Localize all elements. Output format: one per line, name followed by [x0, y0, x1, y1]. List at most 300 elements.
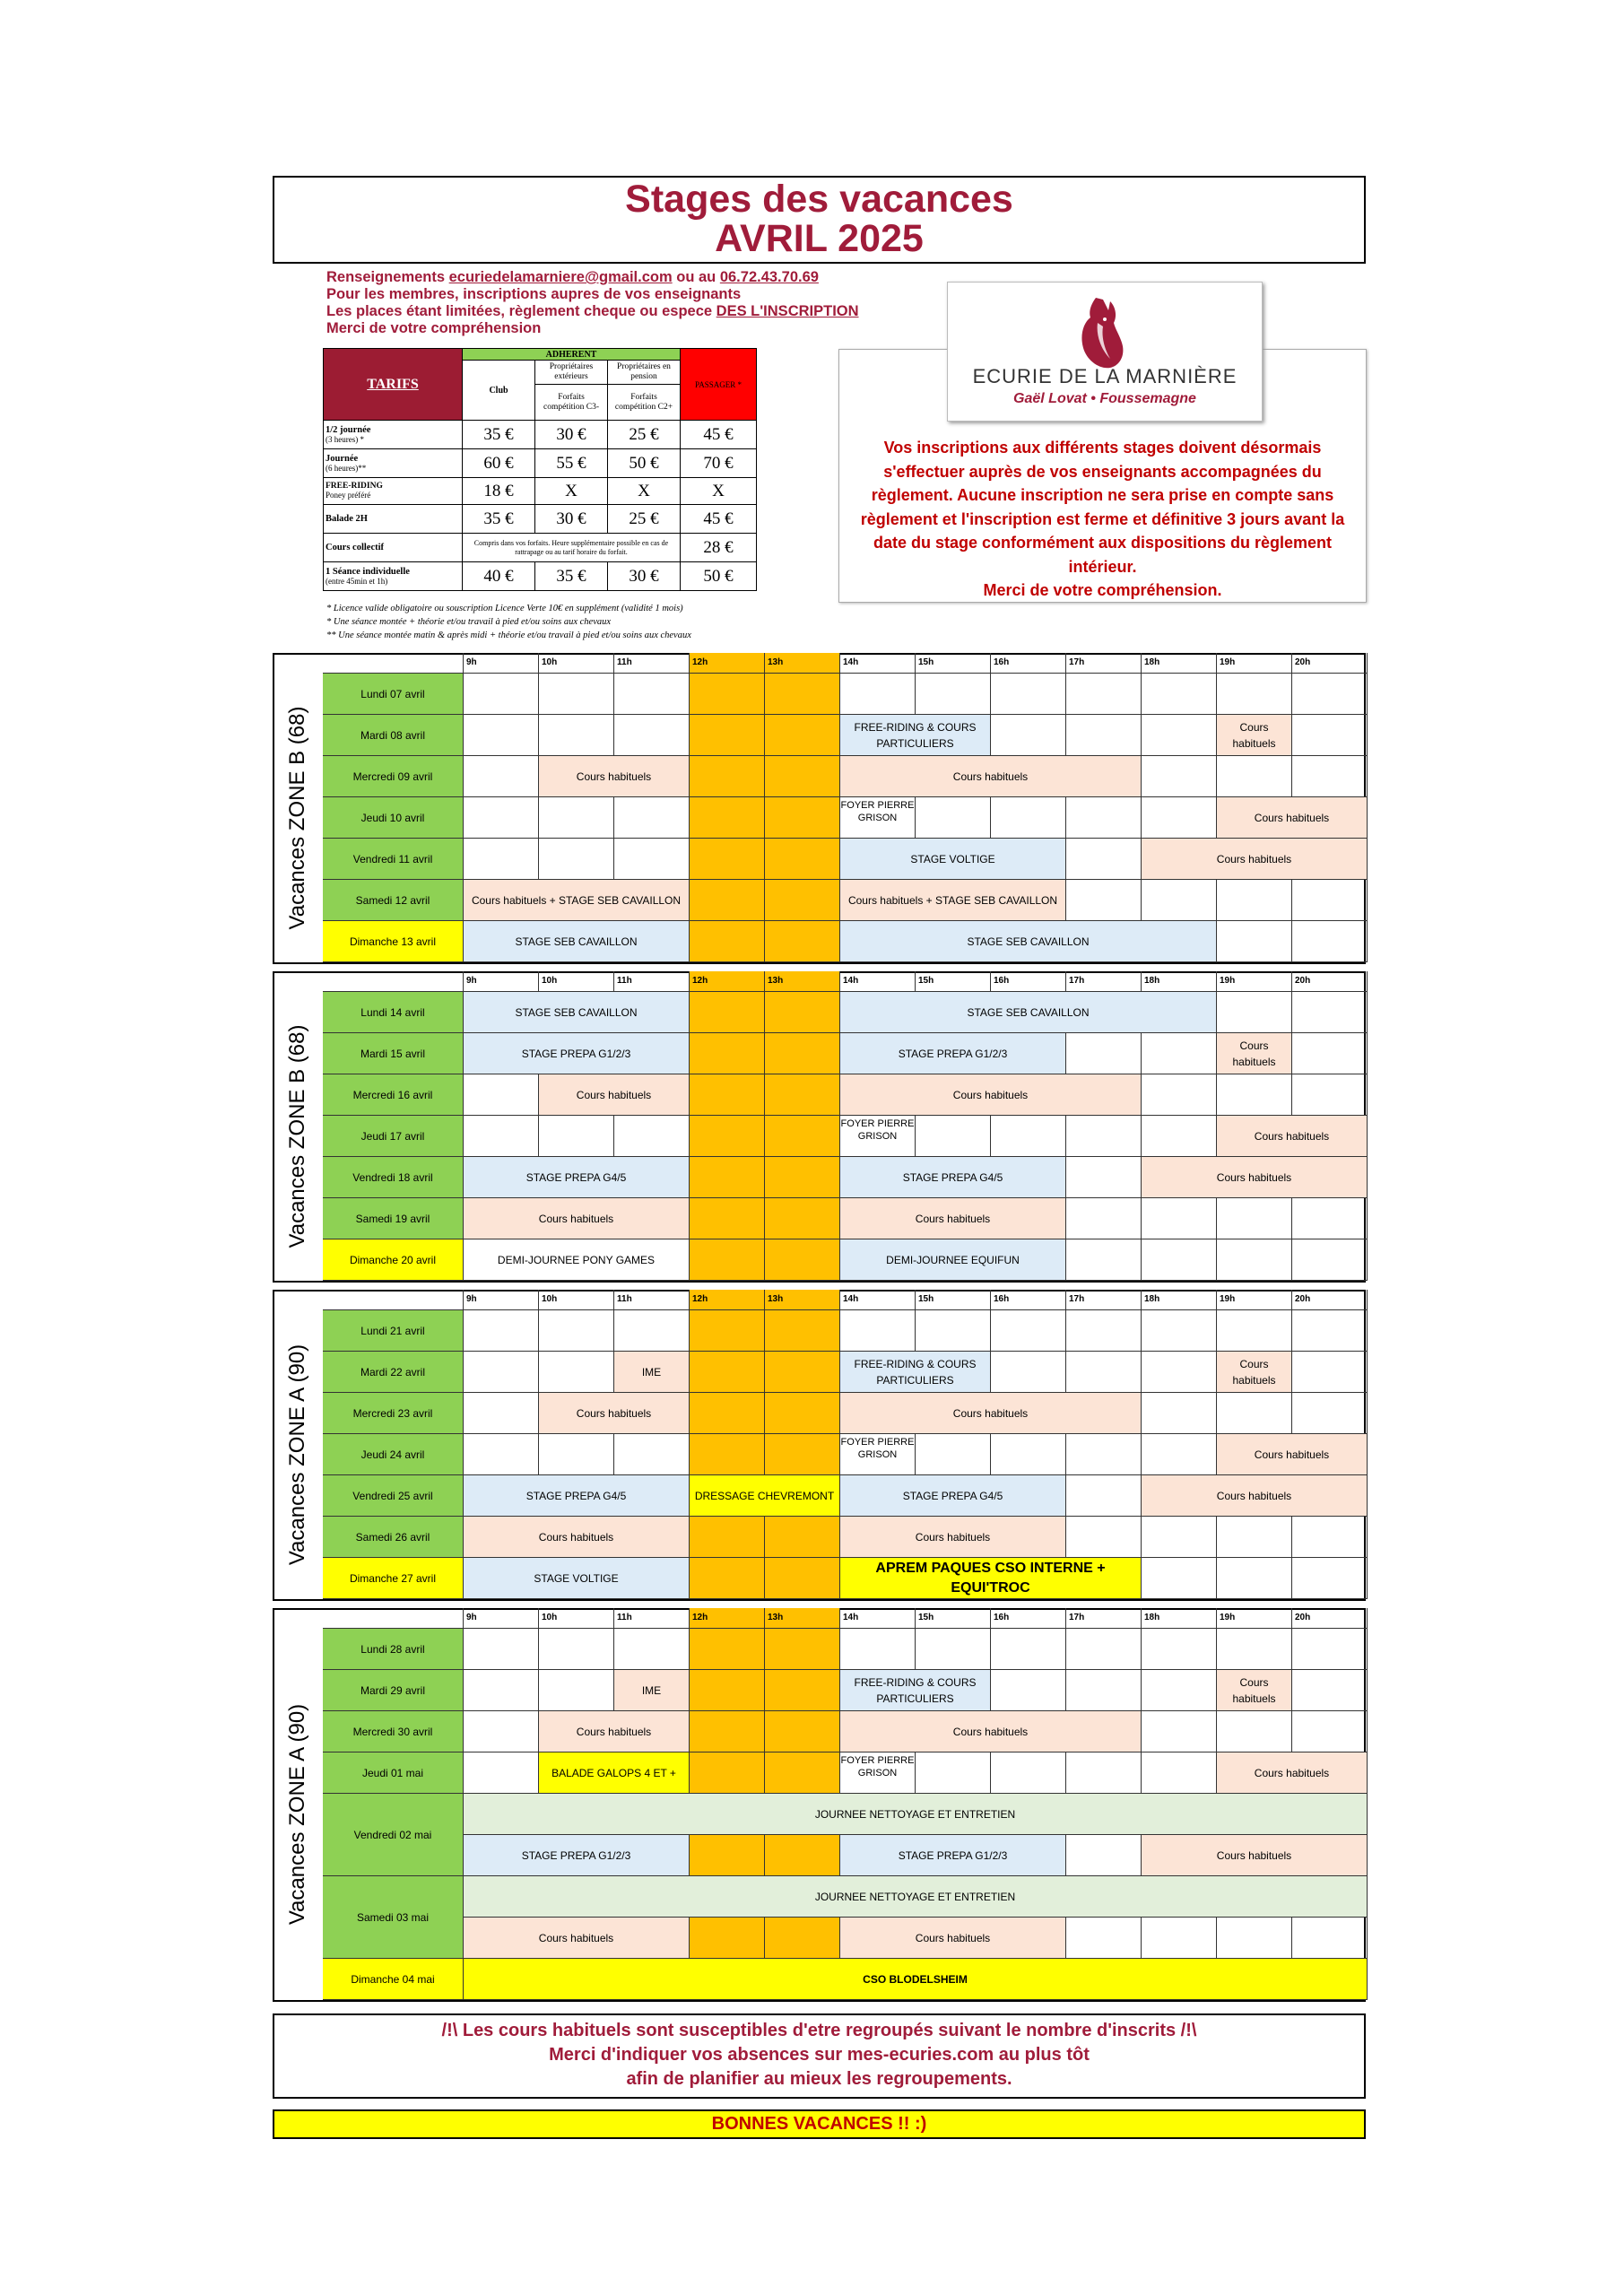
time-slot: [690, 921, 765, 962]
time-slot: [464, 1310, 539, 1352]
cours-collectif-note: Compris dans vos forfaits. Heure supplémentaire possible en cas de rattrapage ou au tarif horaire du forfait.: [463, 534, 681, 562]
time-slot: [464, 1670, 539, 1711]
day-label: Jeudi 10 avril: [323, 797, 464, 839]
time-slot: [916, 797, 991, 839]
schedule-event: IME: [614, 1352, 690, 1393]
time-slot: [1292, 1558, 1368, 1599]
time-slot: [1292, 1352, 1368, 1393]
schedule-event: Cours habituels: [840, 1198, 1066, 1239]
schedule-event: Cours habituels: [539, 756, 690, 797]
time-slot: [1142, 1752, 1217, 1794]
bonnes-vacances-banner: BONNES VACANCES !! :): [273, 2109, 1366, 2139]
hour-header: 11h: [614, 971, 690, 992]
schedule-event: Cours habituels: [464, 1918, 690, 1959]
time-slot: [464, 797, 539, 839]
time-slot: [539, 1116, 614, 1157]
time-slot: [690, 1033, 765, 1074]
day-label: Dimanche 27 avril: [323, 1558, 464, 1599]
time-slot: [1066, 1116, 1142, 1157]
time-slot: [765, 921, 840, 962]
day-label: Samedi 12 avril: [323, 880, 464, 921]
day-label: Mercredi 23 avril: [323, 1393, 464, 1434]
price-ext: 35 €: [535, 562, 608, 591]
row-label: 1 Séance individuelle: [326, 566, 410, 577]
email-link[interactable]: ecuriedelamarniere@gmail.com: [448, 269, 673, 285]
tarif-row: [324, 562, 757, 591]
time-slot: [765, 797, 840, 839]
time-slot: [1066, 1434, 1142, 1475]
hour-header: 10h: [539, 1290, 614, 1310]
tarifs-header: TARIFS: [324, 349, 463, 421]
time-slot: [1066, 715, 1142, 756]
tarif-row: [324, 449, 757, 478]
schedule-event: Cours habituels: [1217, 1033, 1292, 1074]
schedule-event: Cours habituels: [840, 1711, 1142, 1752]
schedule-event: STAGE PREPA G4/5: [840, 1157, 1066, 1198]
time-slot: [1292, 1198, 1368, 1239]
time-slot: [1292, 1239, 1368, 1281]
time-slot: [1217, 1393, 1292, 1434]
time-slot: [1066, 1835, 1142, 1876]
note-1: * Licence valide obligatoire ou souscription Licence Verte 10€ en supplément (validité 1 mois): [326, 604, 683, 613]
time-slot: [1066, 1352, 1142, 1393]
time-slot: [690, 1752, 765, 1794]
time-slot: [765, 1157, 840, 1198]
schedule-event: Cours habituels: [539, 1393, 690, 1434]
time-slot: [765, 839, 840, 880]
time-slot: [690, 1918, 765, 1959]
schedule-event: IME: [614, 1670, 690, 1711]
contact-prefix: Renseignements: [326, 269, 449, 285]
schedule-event: STAGE PREPA G1/2/3: [840, 1033, 1066, 1074]
time-slot: [765, 1670, 840, 1711]
hour-header: 17h: [1066, 1608, 1142, 1629]
time-slot: [991, 1670, 1066, 1711]
note-3: ** Une séance montée matin & après midi + théorie et/ou travail à pied et/ou soins aux chevaux: [326, 631, 691, 640]
schedule-event: Cours habituels + STAGE SEB CAVAILLON: [840, 880, 1066, 921]
day-label: Mardi 29 avril: [323, 1670, 464, 1711]
time-slot: [991, 1352, 1066, 1393]
hour-header: 17h: [1066, 971, 1142, 992]
time-slot: [690, 1393, 765, 1434]
schedule-event: FREE-RIDING & COURS PARTICULIERS: [840, 1352, 991, 1393]
tarifs-notes: [326, 602, 829, 642]
time-slot: [539, 1310, 614, 1352]
day-label: Vendredi 25 avril: [323, 1475, 464, 1517]
day-label: Jeudi 24 avril: [323, 1434, 464, 1475]
time-slot: [690, 1157, 765, 1198]
hour-header: 11h: [614, 1290, 690, 1310]
time-slot: [1217, 756, 1292, 797]
time-slot: [1217, 880, 1292, 921]
time-slot: [1142, 1239, 1217, 1281]
footer-line3: afin de planifier au mieux les regroupements.: [626, 2069, 1012, 2089]
time-slot: [464, 756, 539, 797]
time-slot: [539, 674, 614, 715]
time-slot: [1142, 674, 1217, 715]
time-slot: [1292, 1670, 1368, 1711]
schedule-event: STAGE SEB CAVAILLON: [464, 992, 690, 1033]
time-slot: [765, 1629, 840, 1670]
message-line: date du stage conformément aux dispositions du règlement: [873, 534, 1333, 552]
schedule-event: Cours habituels: [1217, 1352, 1292, 1393]
time-slot: [1292, 1629, 1368, 1670]
schedule-event: APREM PAQUES CSO INTERNE + EQUI'TROC: [840, 1558, 1142, 1599]
price-pension: 25 €: [608, 505, 681, 534]
time-slot: [690, 715, 765, 756]
price-club: 40 €: [463, 562, 535, 591]
message-line: Vos inscriptions aux différents stages doivent désormais: [883, 439, 1322, 457]
time-slot: [464, 1752, 539, 1794]
price-pension: 25 €: [608, 421, 681, 449]
day-label: Jeudi 01 mai: [323, 1752, 464, 1794]
time-slot: [690, 1074, 765, 1116]
time-slot: [1217, 1074, 1292, 1116]
time-slot: [991, 1629, 1066, 1670]
time-slot: [916, 1752, 991, 1794]
schedule-event: FOYER PIERRE GRISON: [840, 797, 916, 839]
schedule-event: STAGE VOLTIGE: [464, 1558, 690, 1599]
time-slot: [916, 1629, 991, 1670]
day-label: Lundi 28 avril: [323, 1629, 464, 1670]
hour-header: 17h: [1066, 1290, 1142, 1310]
ext-sub: Forfaits compétition C3-: [535, 385, 608, 421]
time-slot: [1066, 674, 1142, 715]
hour-header: 15h: [916, 971, 991, 992]
time-slot: [1292, 674, 1368, 715]
time-slot: [690, 1310, 765, 1352]
time-slot: [765, 756, 840, 797]
info-members: Pour les membres, inscriptions aupres de vos enseignants: [326, 286, 742, 302]
club-header: Club: [463, 361, 535, 421]
schedule-event: Cours habituels: [1142, 1835, 1368, 1876]
time-slot: [1292, 992, 1368, 1033]
time-slot: [1217, 992, 1292, 1033]
day-label: Lundi 07 avril: [323, 674, 464, 715]
title-line2: AVRIL 2025: [715, 217, 924, 260]
schedule-event: FREE-RIDING & COURS PARTICULIERS: [840, 715, 991, 756]
time-slot: [840, 1629, 916, 1670]
time-slot: [464, 1434, 539, 1475]
schedule-event: DEMI-JOURNEE EQUIFUN: [840, 1239, 1066, 1281]
footer-line2: Merci d'indiquer vos absences sur mes-ecuries.com au plus tôt: [549, 2045, 1090, 2065]
message-line: règlement. Aucune inscription ne sera prise en compte sans: [871, 486, 1334, 504]
hour-header: 19h: [1217, 1290, 1292, 1310]
time-slot: [464, 1393, 539, 1434]
tarifs-table: [323, 348, 757, 591]
time-slot: [765, 715, 840, 756]
title-line1: Stages des vacances: [625, 178, 1013, 221]
hour-header: 10h: [539, 1608, 614, 1629]
time-slot: [690, 1116, 765, 1157]
price-ext: 55 €: [535, 449, 608, 478]
schedule-event: Cours habituels: [1217, 797, 1368, 839]
hour-header: 11h: [614, 1608, 690, 1629]
day-label: Mardi 22 avril: [323, 1352, 464, 1393]
info-block: [326, 269, 972, 337]
time-slot: [539, 1352, 614, 1393]
time-slot: [765, 1835, 840, 1876]
time-slot: [1142, 1310, 1217, 1352]
message-line: règlement et l'inscription est ferme et définitive 3 jours avant la: [860, 509, 1345, 528]
schedule-event: Cours habituels: [1142, 839, 1368, 880]
time-slot: [690, 839, 765, 880]
price-ext: 30 €: [535, 421, 608, 449]
time-slot: [1217, 1629, 1292, 1670]
time-slot: [765, 1310, 840, 1352]
time-slot: [765, 1711, 840, 1752]
row-label: 1/2 journée: [326, 424, 371, 435]
schedule-event: STAGE SEB CAVAILLON: [464, 921, 690, 962]
day-label: Jeudi 17 avril: [323, 1116, 464, 1157]
time-slot: [1142, 880, 1217, 921]
hour-header: 9h: [464, 1290, 539, 1310]
row-label: Balade 2H: [326, 514, 368, 524]
hour-header-blank: [323, 653, 464, 674]
time-slot: [690, 992, 765, 1033]
hour-header: 20h: [1292, 653, 1368, 674]
time-slot: [991, 1752, 1066, 1794]
time-slot: [765, 1239, 840, 1281]
row-sub: (entre 45min et 1h): [326, 576, 388, 586]
time-slot: [1292, 921, 1368, 962]
time-slot: [1217, 1198, 1292, 1239]
time-slot: [765, 1918, 840, 1959]
time-slot: [1292, 1918, 1368, 1959]
footer-line1: /!\ Les cours habituels sont susceptibles d'etre regroupés suivant le nombre d'inscrits /!\: [441, 2021, 1197, 2040]
time-slot: [690, 1239, 765, 1281]
schedule-event: Cours habituels: [1217, 715, 1292, 756]
hour-header: 20h: [1292, 1608, 1368, 1629]
schedule-event: STAGE PREPA G1/2/3: [840, 1835, 1066, 1876]
time-slot: [1066, 1239, 1142, 1281]
hour-header: 19h: [1217, 1608, 1292, 1629]
price-ext: 30 €: [535, 505, 608, 534]
time-slot: [614, 1310, 690, 1352]
time-slot: [1066, 1629, 1142, 1670]
schedule-event: STAGE PREPA G4/5: [464, 1157, 690, 1198]
time-slot: [464, 674, 539, 715]
hour-header: 9h: [464, 653, 539, 674]
price-ext: X: [535, 478, 608, 505]
time-slot: [1142, 715, 1217, 756]
hour-header-blank: [323, 971, 464, 992]
time-slot: [690, 1711, 765, 1752]
hour-header: 9h: [464, 1608, 539, 1629]
time-slot: [690, 756, 765, 797]
row-label: Cours collectif: [326, 543, 385, 552]
time-slot: [690, 1835, 765, 1876]
row-sub: Poney préféré: [326, 491, 371, 500]
day-label: Mercredi 16 avril: [323, 1074, 464, 1116]
time-slot: [1142, 1629, 1217, 1670]
contact-mid: ou au: [672, 269, 720, 285]
passager-header: PASSAGER *: [681, 349, 757, 421]
price-pension: 30 €: [608, 562, 681, 591]
phone-link[interactable]: 06.72.43.70.69: [719, 269, 819, 285]
schedule-event: STAGE SEB CAVAILLON: [840, 921, 1217, 962]
time-slot: [539, 1629, 614, 1670]
time-slot: [614, 839, 690, 880]
hour-header: 13h: [765, 653, 840, 674]
time-slot: [840, 674, 916, 715]
info-places: Les places étant limitées, règlement cheque ou espece: [326, 303, 716, 319]
schedule-event: Cours habituels: [840, 1918, 1066, 1959]
time-slot: [464, 1074, 539, 1116]
message-line: intérieur.: [1068, 557, 1137, 576]
time-slot: [1217, 1517, 1292, 1558]
schedule-event: Cours habituels: [1217, 1116, 1368, 1157]
time-slot: [1066, 1157, 1142, 1198]
time-slot: [765, 992, 840, 1033]
hour-header: 13h: [765, 1290, 840, 1310]
time-slot: [765, 674, 840, 715]
time-slot: [765, 1517, 840, 1558]
hour-header: 14h: [840, 971, 916, 992]
time-slot: [1217, 1558, 1292, 1599]
schedule-event: Cours habituels: [840, 756, 1142, 797]
time-slot: [464, 839, 539, 880]
time-slot: [765, 1352, 840, 1393]
price-passager: 50 €: [681, 562, 757, 591]
time-slot: [765, 1558, 840, 1599]
time-slot: [1066, 1752, 1142, 1794]
time-slot: [765, 880, 840, 921]
time-slot: [765, 1393, 840, 1434]
time-slot: [1292, 1517, 1368, 1558]
schedule-event: DRESSAGE CHEVREMONT: [690, 1475, 840, 1517]
time-slot: [991, 1116, 1066, 1157]
logo-sub: Gaël Lovat • Foussemagne: [1013, 391, 1196, 406]
schedule-event: Cours habituels: [539, 1074, 690, 1116]
hour-header: 16h: [991, 653, 1066, 674]
day-label: Dimanche 13 avril: [323, 921, 464, 962]
time-slot: [1142, 1711, 1217, 1752]
hour-header: 12h: [690, 1290, 765, 1310]
time-slot: [1292, 1310, 1368, 1352]
day-label: Dimanche 20 avril: [323, 1239, 464, 1281]
time-slot: [614, 797, 690, 839]
time-slot: [539, 839, 614, 880]
time-slot: [539, 797, 614, 839]
price-passager: 28 €: [681, 534, 757, 562]
price-club: 35 €: [463, 421, 535, 449]
tarif-row: [324, 534, 757, 562]
registration-message: [838, 436, 1367, 603]
schedule-event: FOYER PIERRE GRISON: [840, 1434, 916, 1475]
schedule-event: Cours habituels: [464, 1517, 690, 1558]
schedule-event: Cours habituels: [1217, 1752, 1368, 1794]
time-slot: [1217, 1711, 1292, 1752]
day-label: Lundi 14 avril: [323, 992, 464, 1033]
time-slot: [1066, 1310, 1142, 1352]
time-slot: [765, 1074, 840, 1116]
price-club: 18 €: [463, 478, 535, 505]
time-slot: [614, 1629, 690, 1670]
time-slot: [1292, 715, 1368, 756]
hour-header: 16h: [991, 1290, 1066, 1310]
time-slot: [539, 1670, 614, 1711]
time-slot: [1292, 880, 1368, 921]
time-slot: [464, 1352, 539, 1393]
time-slot: [1217, 1310, 1292, 1352]
schedule-event: JOURNEE NETTOYAGE ET ENTRETIEN: [464, 1794, 1368, 1835]
hour-header: 10h: [539, 971, 614, 992]
time-slot: [1066, 1918, 1142, 1959]
time-slot: [1292, 1074, 1368, 1116]
time-slot: [1142, 1517, 1217, 1558]
price-passager: 45 €: [681, 421, 757, 449]
hour-header: 18h: [1142, 1290, 1217, 1310]
time-slot: [1142, 1116, 1217, 1157]
time-slot: [916, 1434, 991, 1475]
day-label: Mercredi 09 avril: [323, 756, 464, 797]
hour-header: 12h: [690, 971, 765, 992]
hour-header: 19h: [1217, 971, 1292, 992]
time-slot: [1142, 1434, 1217, 1475]
time-slot: [1217, 1918, 1292, 1959]
time-slot: [1217, 1239, 1292, 1281]
price-club: 35 €: [463, 505, 535, 534]
hour-header-blank: [323, 1608, 464, 1629]
message-line: s'effectuer auprès de vos enseignants accompagnées du: [883, 462, 1322, 481]
time-slot: [1066, 1475, 1142, 1517]
schedule-event: Cours habituels: [1142, 1475, 1368, 1517]
time-slot: [991, 715, 1066, 756]
time-slot: [1066, 1198, 1142, 1239]
tarif-row: [324, 505, 757, 534]
row-sub: (6 heures)**: [326, 463, 367, 473]
time-slot: [464, 715, 539, 756]
schedule-event: Cours habituels: [1217, 1434, 1368, 1475]
hour-header: 18h: [1142, 1608, 1217, 1629]
day-label: Mercredi 30 avril: [323, 1711, 464, 1752]
time-slot: [690, 880, 765, 921]
hour-header: 16h: [991, 971, 1066, 992]
price-passager: 70 €: [681, 449, 757, 478]
time-slot: [1142, 797, 1217, 839]
hour-header: 18h: [1142, 971, 1217, 992]
time-slot: [464, 1116, 539, 1157]
info-inscription: DES L'INSCRIPTION: [716, 303, 859, 319]
time-slot: [690, 1434, 765, 1475]
schedule-event: DEMI-JOURNEE PONY GAMES: [464, 1239, 690, 1281]
hour-header: 15h: [916, 1608, 991, 1629]
time-slot: [1066, 1033, 1142, 1074]
day-label: Samedi 26 avril: [323, 1517, 464, 1558]
time-slot: [1142, 1918, 1217, 1959]
time-slot: [690, 1558, 765, 1599]
time-slot: [1292, 756, 1368, 797]
hour-header: 11h: [614, 653, 690, 674]
price-pension: 50 €: [608, 449, 681, 478]
schedule-event: STAGE PREPA G4/5: [840, 1475, 1066, 1517]
hour-header-blank: [323, 1290, 464, 1310]
time-slot: [690, 1629, 765, 1670]
row-sub: (3 heures) *: [326, 434, 364, 444]
time-slot: [1292, 1711, 1368, 1752]
time-slot: [765, 1198, 840, 1239]
time-slot: [614, 1434, 690, 1475]
time-slot: [1066, 1517, 1142, 1558]
info-merci: Merci de votre compréhension: [326, 320, 542, 336]
hour-header: 20h: [1292, 971, 1368, 992]
time-slot: [991, 674, 1066, 715]
time-slot: [614, 1116, 690, 1157]
logo-name: ECURIE DE LA MARNIÈRE: [972, 365, 1238, 387]
tarif-row: [324, 478, 757, 505]
hour-header: 18h: [1142, 653, 1217, 674]
